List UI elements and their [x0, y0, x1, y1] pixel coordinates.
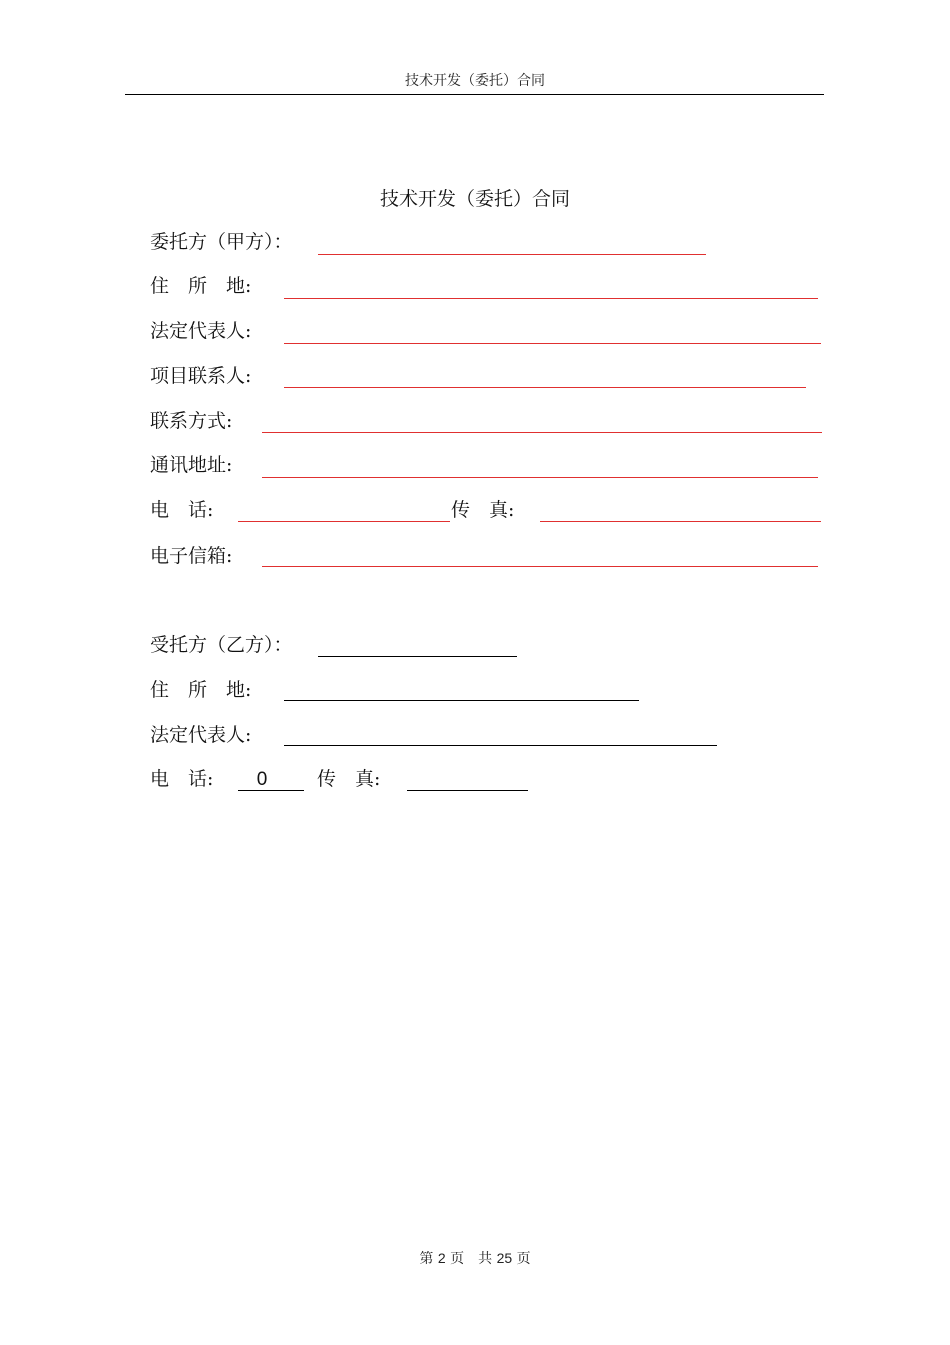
header-title: 技术开发（委托）合同 — [405, 73, 545, 89]
header-divider — [125, 94, 824, 95]
party-a-phone-label: 电 话: — [150, 499, 214, 521]
party-a-mailing-address-field[interactable] — [262, 477, 818, 478]
party-a-contact-person-label: 项目联系人: — [150, 365, 252, 387]
party-b-heading: 受托方（乙方）： — [150, 634, 293, 656]
party-b-legal-rep-label: 法定代表人: — [150, 724, 252, 746]
party-a-contact-method-label: 联系方式: — [150, 410, 233, 432]
party-a-legal-rep-field[interactable] — [284, 343, 821, 344]
footer-suffix: 页 — [516, 1251, 531, 1267]
party-a-mailing-address-label: 通讯地址: — [150, 454, 233, 476]
footer-page-current: 2 — [437, 1250, 446, 1266]
party-a-contact-method-field[interactable] — [262, 432, 822, 433]
party-a-legal-rep-label: 法定代表人: — [150, 320, 252, 342]
party-a-email-field[interactable] — [262, 566, 818, 567]
footer-prefix: 第 — [419, 1251, 434, 1267]
party-b-fax-field[interactable] — [407, 790, 528, 791]
party-a-fax-label: 传 真: — [451, 499, 515, 521]
party-b-name-field[interactable] — [318, 656, 517, 657]
party-a-email-label: 电子信箱: — [150, 545, 233, 567]
party-b-address-label: 住 所 地: — [150, 679, 252, 701]
party-a-name-field[interactable] — [318, 254, 706, 255]
party-b-fax-label: 传 真: — [317, 768, 381, 790]
party-a-fax-field[interactable] — [540, 521, 821, 522]
party-a-heading: 委托方（甲方）： — [150, 231, 293, 253]
party-b-phone-field[interactable] — [238, 790, 304, 791]
document-title: 技术开发（委托）合同 — [379, 188, 570, 210]
page-footer — [0, 1248, 950, 1268]
party-b-phone-label: 电 话: — [150, 768, 214, 790]
party-b-legal-rep-field[interactable] — [284, 745, 717, 746]
party-a-address-label: 住 所 地: — [150, 275, 252, 297]
footer-page-total: 25 — [496, 1250, 513, 1266]
party-b-address-field[interactable] — [284, 700, 639, 701]
footer-middle: 页 共 — [450, 1251, 493, 1267]
party-a-phone-field[interactable] — [238, 521, 450, 522]
party-a-address-field[interactable] — [284, 298, 818, 299]
party-b-phone-value: 0 — [256, 769, 268, 790]
party-a-contact-person-field[interactable] — [284, 387, 806, 388]
